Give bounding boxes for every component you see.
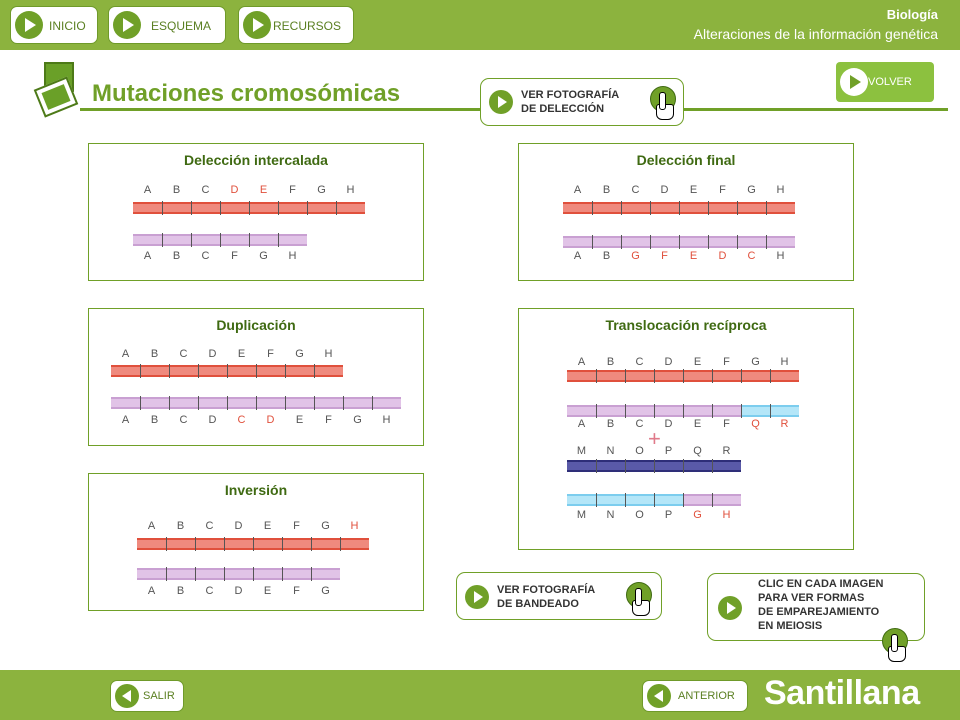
band-tick bbox=[282, 567, 283, 581]
band-tick bbox=[253, 537, 254, 551]
gene-label: F bbox=[723, 418, 730, 430]
gene-label: H bbox=[776, 250, 785, 262]
gene-label: H bbox=[346, 184, 355, 196]
gene-label: G bbox=[321, 520, 330, 532]
gene-label: C bbox=[631, 184, 640, 196]
plus-sign: + bbox=[648, 426, 661, 451]
gene-label: O bbox=[635, 509, 644, 521]
gene-label: E bbox=[689, 250, 698, 262]
band-tick bbox=[683, 493, 684, 507]
band-tick bbox=[654, 459, 655, 473]
gene-label: C bbox=[201, 250, 210, 262]
band-tick bbox=[162, 233, 163, 247]
band-tick bbox=[307, 201, 308, 215]
band-tick bbox=[340, 537, 341, 551]
band-tick bbox=[140, 364, 141, 378]
band-tick bbox=[253, 567, 254, 581]
gene-label: B bbox=[606, 418, 615, 430]
band-tick bbox=[679, 235, 680, 249]
gene-label: F bbox=[289, 184, 296, 196]
band-tick bbox=[766, 235, 767, 249]
gene-label: Q bbox=[751, 418, 760, 430]
hand-cursor-icon bbox=[626, 582, 654, 616]
band-tick bbox=[169, 364, 170, 378]
band-tick bbox=[712, 369, 713, 383]
salir-label: SALIR bbox=[143, 690, 175, 702]
band-tick bbox=[169, 396, 170, 410]
gene-label: C bbox=[635, 418, 644, 430]
recursos-label: RECURSOS bbox=[273, 19, 342, 33]
band-tick bbox=[282, 537, 283, 551]
gene-label: A bbox=[121, 348, 130, 360]
gene-label: G bbox=[751, 356, 760, 368]
gene-label: M bbox=[576, 509, 587, 521]
topic-title: Alteraciones de la información genética bbox=[693, 26, 938, 42]
panel-title: Delección final bbox=[636, 152, 736, 168]
band-tick bbox=[741, 404, 742, 418]
subject-header bbox=[694, 7, 938, 42]
gene-label: P bbox=[664, 445, 673, 457]
gene-label: A bbox=[577, 356, 586, 368]
gene-label: E bbox=[259, 184, 268, 196]
band-tick bbox=[654, 493, 655, 507]
gene-label: F bbox=[267, 348, 274, 360]
band-tick bbox=[683, 404, 684, 418]
band-tick bbox=[311, 567, 312, 581]
gene-label: H bbox=[776, 184, 785, 196]
band-tick bbox=[311, 537, 312, 551]
gene-label: D bbox=[266, 414, 275, 426]
play-icon bbox=[840, 68, 868, 96]
button-label-line: VER FOTOGRAFÍA bbox=[497, 584, 596, 596]
button-label-line: CLIC EN CADA IMAGEN bbox=[758, 578, 884, 590]
recursos-button[interactable] bbox=[238, 6, 354, 44]
gene-label: B bbox=[602, 184, 611, 196]
panel-inversion[interactable] bbox=[88, 473, 424, 611]
panel-title: Inversión bbox=[224, 482, 288, 498]
gene-label: D bbox=[718, 250, 727, 262]
gene-label: G bbox=[353, 414, 362, 426]
band-tick bbox=[227, 364, 228, 378]
gene-label: H bbox=[350, 520, 359, 532]
gene-label: M bbox=[576, 445, 587, 457]
band-tick bbox=[162, 201, 163, 215]
button-label-line: PARA VER FORMAS bbox=[758, 592, 865, 604]
volver-label: VOLVER bbox=[868, 76, 912, 88]
gene-label: C bbox=[237, 414, 246, 426]
gene-label: A bbox=[577, 418, 586, 430]
gene-label: H bbox=[324, 348, 333, 360]
band-tick bbox=[596, 459, 597, 473]
gene-label: B bbox=[176, 520, 185, 532]
panel-title: Delección intercalada bbox=[184, 152, 328, 168]
band-tick bbox=[191, 233, 192, 247]
back-arrow-icon bbox=[647, 684, 671, 708]
gene-label: A bbox=[147, 585, 156, 597]
gene-label: B bbox=[150, 348, 159, 360]
panel-title: Translocación recíproca bbox=[605, 317, 767, 333]
gene-label: R bbox=[780, 418, 789, 430]
band-tick bbox=[191, 201, 192, 215]
band-tick bbox=[625, 369, 626, 383]
gene-label: G bbox=[747, 184, 756, 196]
band-tick bbox=[198, 396, 199, 410]
gene-label: E bbox=[263, 585, 272, 597]
band-tick bbox=[372, 396, 373, 410]
band-tick bbox=[592, 201, 593, 215]
band-tick bbox=[592, 235, 593, 249]
band-tick bbox=[227, 396, 228, 410]
band-tick bbox=[737, 235, 738, 249]
volver-button[interactable] bbox=[836, 62, 934, 102]
gene-label: A bbox=[143, 250, 152, 262]
gene-label: A bbox=[121, 414, 130, 426]
gene-label: H bbox=[382, 414, 391, 426]
gene-label: F bbox=[293, 585, 300, 597]
santillana-logo: Santillana bbox=[764, 674, 920, 712]
gene-label: A bbox=[573, 184, 582, 196]
button-label-line: EN MEIOSIS bbox=[758, 620, 823, 632]
band-tick bbox=[278, 233, 279, 247]
gene-label: B bbox=[172, 184, 181, 196]
hand-cursor-icon bbox=[650, 86, 678, 120]
gene-label: E bbox=[263, 520, 272, 532]
chromosome-bar bbox=[137, 568, 340, 580]
band-tick bbox=[741, 369, 742, 383]
band-tick bbox=[224, 567, 225, 581]
subject-title: Biología bbox=[886, 7, 938, 22]
band-tick bbox=[140, 396, 141, 410]
band-tick bbox=[654, 369, 655, 383]
panel-delecion-final[interactable] bbox=[518, 143, 854, 281]
band-tick bbox=[314, 364, 315, 378]
gene-label: N bbox=[606, 445, 615, 457]
back-arrow-icon bbox=[115, 684, 139, 708]
band-tick bbox=[166, 537, 167, 551]
gene-label: O bbox=[635, 445, 644, 457]
gene-label: G bbox=[259, 250, 268, 262]
band-tick bbox=[336, 201, 337, 215]
play-icon bbox=[465, 585, 489, 609]
gene-label: G bbox=[631, 250, 640, 262]
play-icon bbox=[243, 11, 271, 39]
band-tick bbox=[712, 493, 713, 507]
band-tick bbox=[708, 235, 709, 249]
band-tick bbox=[770, 404, 771, 418]
band-tick bbox=[166, 567, 167, 581]
gene-label: H bbox=[780, 356, 789, 368]
gene-label: H bbox=[722, 509, 731, 521]
anterior-button[interactable] bbox=[642, 680, 748, 712]
inicio-button[interactable] bbox=[10, 6, 98, 44]
band-tick bbox=[596, 369, 597, 383]
gene-label: D bbox=[230, 184, 239, 196]
button-label-line: DE BANDEADO bbox=[497, 598, 579, 610]
gene-label: A bbox=[573, 250, 582, 262]
gene-label: D bbox=[664, 418, 673, 430]
gene-label: P bbox=[664, 509, 673, 521]
band-tick bbox=[256, 364, 257, 378]
gene-label: A bbox=[147, 520, 156, 532]
gene-label: N bbox=[606, 509, 615, 521]
band-tick bbox=[220, 201, 221, 215]
band-tick bbox=[278, 201, 279, 215]
page-title: Mutaciones cromosómicas bbox=[92, 80, 401, 107]
gene-label: F bbox=[325, 414, 332, 426]
hand-cursor-icon bbox=[882, 628, 910, 662]
band-tick bbox=[712, 459, 713, 473]
play-icon bbox=[718, 596, 742, 620]
gene-label: G bbox=[693, 509, 702, 521]
band-tick bbox=[625, 459, 626, 473]
gene-label: H bbox=[288, 250, 297, 262]
panel-delecion-intercalada[interactable] bbox=[88, 143, 424, 281]
gene-label: F bbox=[719, 184, 726, 196]
esquema-label: ESQUEMA bbox=[151, 19, 212, 33]
gene-label: D bbox=[208, 414, 217, 426]
band-tick bbox=[343, 396, 344, 410]
gene-label: F bbox=[231, 250, 238, 262]
band-tick bbox=[198, 364, 199, 378]
gene-label: Q bbox=[693, 445, 702, 457]
band-tick bbox=[195, 567, 196, 581]
band-tick bbox=[596, 404, 597, 418]
gene-label: C bbox=[635, 356, 644, 368]
button-label-line: VER FOTOGRAFÍA bbox=[521, 89, 620, 101]
gene-label: F bbox=[723, 356, 730, 368]
band-tick bbox=[195, 537, 196, 551]
anterior-label: ANTERIOR bbox=[678, 690, 735, 702]
inicio-label: INICIO bbox=[49, 19, 86, 33]
band-tick bbox=[220, 233, 221, 247]
band-tick bbox=[621, 201, 622, 215]
gene-label: B bbox=[150, 414, 159, 426]
gene-label: D bbox=[234, 520, 243, 532]
gene-label: B bbox=[602, 250, 611, 262]
button-label-line: DE EMPAREJAMIENTO bbox=[758, 606, 880, 618]
gene-label: C bbox=[205, 520, 214, 532]
gene-label: C bbox=[747, 250, 756, 262]
gene-label: B bbox=[176, 585, 185, 597]
gene-label: G bbox=[321, 585, 330, 597]
gene-label: C bbox=[179, 414, 188, 426]
gene-label: A bbox=[143, 184, 152, 196]
band-tick bbox=[596, 493, 597, 507]
gene-label: D bbox=[208, 348, 217, 360]
gene-label: G bbox=[295, 348, 304, 360]
band-tick bbox=[712, 404, 713, 418]
panel-duplicacion[interactable] bbox=[88, 308, 424, 446]
gene-label: C bbox=[201, 184, 210, 196]
gene-label: E bbox=[689, 184, 698, 196]
gene-label: R bbox=[722, 445, 731, 457]
panel-title: Duplicación bbox=[216, 317, 296, 333]
salir-button[interactable] bbox=[110, 680, 184, 712]
play-icon bbox=[113, 11, 141, 39]
band-tick bbox=[654, 404, 655, 418]
button-label-line: DE DELECCIÓN bbox=[521, 103, 605, 115]
play-icon bbox=[489, 90, 513, 114]
esquema-button[interactable] bbox=[108, 6, 226, 44]
band-tick bbox=[737, 201, 738, 215]
gene-label: D bbox=[234, 585, 243, 597]
gene-label: E bbox=[237, 348, 246, 360]
gene-label: B bbox=[172, 250, 181, 262]
gene-label: C bbox=[205, 585, 214, 597]
band-tick bbox=[625, 404, 626, 418]
band-tick bbox=[224, 537, 225, 551]
gene-label: E bbox=[693, 356, 702, 368]
band-tick bbox=[249, 201, 250, 215]
band-tick bbox=[770, 369, 771, 383]
play-icon bbox=[15, 11, 43, 39]
gene-label: E bbox=[295, 414, 304, 426]
gene-label: D bbox=[664, 356, 673, 368]
gene-label: G bbox=[317, 184, 326, 196]
band-tick bbox=[683, 369, 684, 383]
band-tick bbox=[249, 233, 250, 247]
band-tick bbox=[625, 493, 626, 507]
gene-label: B bbox=[606, 356, 615, 368]
band-tick bbox=[679, 201, 680, 215]
gene-label: E bbox=[693, 418, 702, 430]
band-tick bbox=[766, 201, 767, 215]
gene-label: C bbox=[179, 348, 188, 360]
band-tick bbox=[285, 364, 286, 378]
band-tick bbox=[683, 459, 684, 473]
band-tick bbox=[708, 201, 709, 215]
band-tick bbox=[650, 235, 651, 249]
gene-label: D bbox=[660, 184, 669, 196]
band-tick bbox=[285, 396, 286, 410]
band-tick bbox=[650, 201, 651, 215]
gene-label: F bbox=[293, 520, 300, 532]
band-tick bbox=[621, 235, 622, 249]
band-tick bbox=[314, 396, 315, 410]
panel-translocacion-reciproca[interactable] bbox=[518, 308, 854, 550]
band-tick bbox=[256, 396, 257, 410]
gene-label: F bbox=[661, 250, 668, 262]
